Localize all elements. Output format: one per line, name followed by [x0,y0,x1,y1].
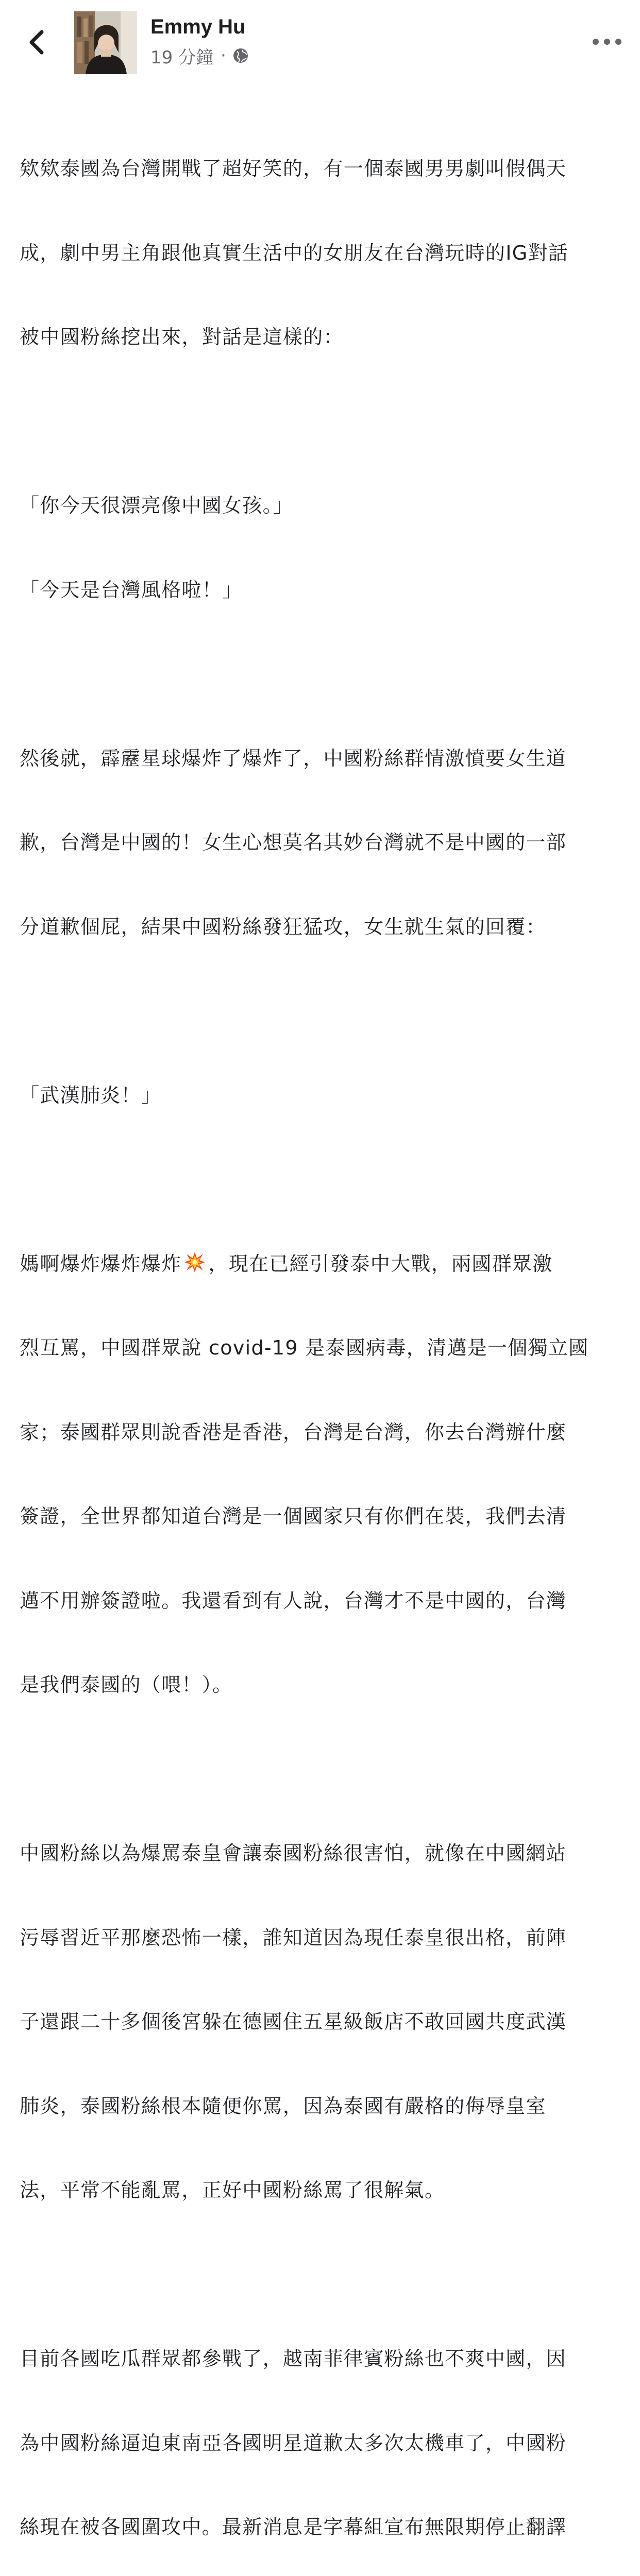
globe-icon [232,47,249,64]
text-line: 「你今天很漂亮像中國女孩。」 [20,494,294,517]
text-line: 法，平常不能亂罵，正好中國粉絲罵了很解氣。 [20,2179,445,2201]
post-meta [150,44,249,67]
author-name[interactable]: Emmy Hu [150,15,246,38]
text-line: 絲現在被各國圍攻中。最新消息是字幕組宣布無限期停止翻譯 [20,2516,567,2538]
post-paragraph [20,2289,624,2576]
text-line: 成，劇中男主角跟他真實生活中的女朋友在台灣玩時的IG對話 [20,241,569,264]
meta-separator: · [221,45,226,66]
text-line: 分道歉個屁，結果中國粉絲發狂猛攻，女生就生氣的回覆： [20,915,546,938]
text-line: 家；泰國群眾則說香港是香港，台灣是台灣，你去台灣辦什麼 [20,1420,567,1444]
back-button[interactable] [23,27,49,58]
post-paragraph [20,1194,624,1755]
text-line: 子還跟二十多個後宮躲在德國住五星級飯店不敢回國共度武漢 [20,2010,567,2033]
more-dot [615,39,621,45]
post-paragraph [20,688,624,997]
text-segment: ，現在已經引發泰中大戰，兩國群眾激 [208,1252,553,1275]
text-line: 目前各國吃瓜群眾都參戰了，越南菲律賓粉絲也不爽中國，因 [20,2347,567,2370]
text-line: 是我們泰國的（喂！）。 [20,1673,233,1696]
text-line: 「武漢肺炎！」 [20,1083,162,1107]
chevron-left-icon [28,30,44,55]
post-paragraph [20,1783,624,2261]
text-line: 「今天是台灣風格啦！」 [20,578,243,601]
text-line: 為中國粉絲逼迫東南亞各國明星道歉太多次太機車了，中國粉 [20,2431,567,2454]
text-segment: 媽啊爆炸爆炸爆炸 [20,1252,182,1275]
collision-emoji-icon [183,1251,206,1274]
more-dot [604,39,610,45]
text-line: 欸欸泰國為台灣開戰了超好笑的，有一個泰國男男劇叫假偶天 [20,157,567,180]
profile-photo [74,11,137,74]
avatar[interactable] [74,11,137,74]
more-dot [593,39,599,45]
text-line [20,1250,624,1278]
text-line: 被中國粉絲挖出來，對話是這樣的： [20,326,344,348]
post-body [20,98,624,2576]
text-line: 中國粉絲以為爆罵泰皇會讓泰國粉絲很害怕，就像在中國網站 [20,1842,567,1865]
text-line: 歉，台灣是中國的！女生心想莫名其妙台灣就不是中國的一部 [20,831,567,854]
more-options-button[interactable] [593,34,621,49]
text-line: 烈互罵，中國群眾說 covid-19 是泰國病毒，清邁是一個獨立國 [20,1336,589,1359]
text-line: 然後就，霹靂星球爆炸了爆炸了，中國粉絲群情激憤要女生道 [20,747,567,770]
post-paragraph [20,98,624,408]
text-line: 污辱習近平那麼恐怖一樣，誰知道因為現任泰皇很出格，前陣 [20,1926,567,1949]
post-timestamp[interactable]: 19 分鐘 [150,47,214,68]
text-line: 肺炎，泰國粉絲根本隨便你罵，因為泰國有嚴格的侮辱皇室 [20,2094,546,2117]
post-header [0,0,640,88]
post-paragraph [20,1025,624,1166]
post-paragraph [20,435,624,660]
text-line: 簽證，全世界都知道台灣是一個國家只有你們在裝，我們去清 [20,1505,567,1528]
text-line: 邁不用辦簽證啦。我還看到有人說，台灣才不是中國的，台灣 [20,1589,567,1612]
